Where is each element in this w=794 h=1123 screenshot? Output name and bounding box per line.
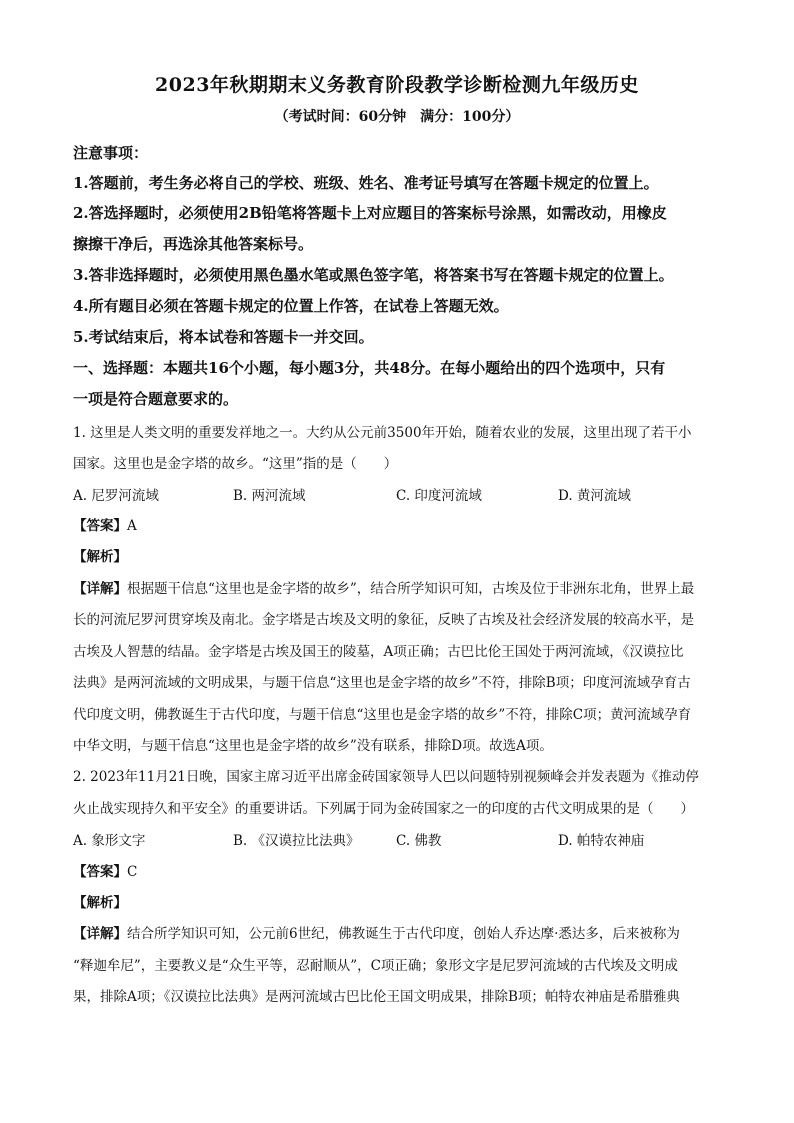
q2-answer (73, 860, 137, 880)
q1-analysis-label: 【解析】 (73, 549, 127, 565)
q2-detail-label: 【详解】 (73, 926, 127, 942)
q1-detail-line-2: 长的河流尼罗河贯穿埃及南北。金字塔是古埃及文明的象征，反映了古埃及社会经济发展的较高水平，是 (73, 612, 694, 628)
q1-analysis (73, 545, 127, 565)
notice-item-1: 1.答题前，考生务必将自己的学校、班级、姓名、准考证号填写在答题卡规定的位置上。 (73, 174, 659, 192)
q2-detail-line-1 (73, 922, 680, 942)
notice-item-5: 5.考试结束后，将本试卷和答题卡一并交回。 (73, 328, 374, 346)
q1-detail-text-1: 根据题干信息“这里也是金字塔的故乡”，结合所学知识可知，古埃及位于非洲东北角，世界上最 (127, 581, 695, 597)
notice-item-4: 4.所有题目必须在答题卡规定的位置上作答，在试卷上答题无效。 (73, 297, 509, 315)
section-heading: 一、选择题：本题共16个小题，每小题3分，共48分。在每小题给出的四个选项中，只有 (73, 359, 666, 377)
section-heading-cont: 一项是符合题意要求的。 (73, 390, 239, 408)
q2-detail-line-2: “释迦牟尼”，主要教义是“众生平等，忍耐顺从”，C项正确；象形文字是尼罗河流域的古代埃及文明成 (73, 958, 678, 974)
q2-option-a: A. 象形文字 (73, 833, 146, 849)
q1-answer-label: 【答案】 (73, 518, 127, 534)
notice-item-2-cont: 擦擦干净后，再选涂其他答案标号。 (73, 235, 314, 253)
q1-option-a: A. 尼罗河流域 (73, 488, 159, 504)
notice-item-3: 3.答非选择题时，必须使用黑色墨水笔或黑色签字笔，将答案书写在答题卡规定的位置上。 (73, 266, 674, 284)
q2-answer-label: 【答案】 (73, 864, 127, 880)
q1-detail-line-6: 中华文明，与题干信息“这里也是金字塔的故乡”没有联系，排除D项。故选A项。 (73, 738, 553, 754)
q2-option-c: C. 佛教 (396, 833, 442, 849)
q1-option-d: D. 黄河流域 (558, 488, 631, 504)
q2-option-d: D. 帕特农神庙 (558, 833, 645, 849)
q2-stem-line-1: 2. 2023年11月21日晚，国家主席习近平出席金砖国家领导人巴以问题特别视频峰会并发表题为《推动停 (73, 769, 699, 785)
q2-answer-value: C (127, 864, 138, 880)
exam-title: 2023年秋期期末义务教育阶段教学诊断检测九年级历史 (155, 74, 639, 96)
q2-option-b: B. 《汉谟拉比法典》 (233, 833, 360, 849)
q1-stem-line-1: 1. 这里是人类文明的重要发祥地之一。大约从公元前3500年开始，随着农业的发展，这里出现了若干小 (73, 425, 692, 441)
q1-detail-line-4: 法典》是两河流域的文明成果，与题干信息“这里也是金字塔的故乡”不符，排除B项；印度河流域孕育古 (73, 675, 691, 691)
q1-answer (73, 514, 137, 534)
q2-analysis (73, 891, 127, 911)
q1-detail-line-3: 古埃及人智慧的结晶。金字塔是古埃及国王的陵墓，A项正确；古巴比伦王国处于两河流域，《汉谟拉比 (73, 644, 684, 660)
q1-detail-label: 【详解】 (73, 581, 127, 597)
q2-detail-text-1: 结合所学知识可知，公元前6世纪，佛教诞生于古代印度，创始人乔达摩·悉达多，后来被称为 (127, 926, 680, 942)
q2-stem-line-2: 火止战实现持久和平安全》的重要讲话。下列属于同为金砖国家之一的印度的古代文明成果的是（ ） (73, 801, 694, 817)
q2-detail-line-3: 果，排除A项；《汉谟拉比法典》是两河流域古巴比伦王国文明成果，排除B项；帕特农神庙是希腊雅典 (73, 989, 680, 1005)
q1-detail-line-5: 代印度文明，佛教诞生于古代印度，与题干信息“这里也是金字塔的故乡”不符，排除C项；黄河流域孕育 (73, 707, 692, 723)
exam-subtitle: （考试时间：60分钟 满分：100分） (274, 109, 520, 125)
q1-option-b: B. 两河流域 (233, 488, 306, 504)
q1-detail-line-1 (73, 577, 694, 597)
notice-heading: 注意事项： (73, 144, 149, 162)
q1-option-c: C. 印度河流域 (396, 488, 482, 504)
q2-analysis-label: 【解析】 (73, 895, 127, 911)
q1-answer-value: A (127, 518, 137, 534)
notice-item-2: 2.答选择题时，必须使用2B铅笔将答题卡上对应题目的答案标号涂黑，如需改动，用橡皮 (73, 204, 667, 222)
q1-stem-line-2: 国家。这里也是金字塔的故乡。“这里”指的是（ ） (73, 456, 398, 472)
